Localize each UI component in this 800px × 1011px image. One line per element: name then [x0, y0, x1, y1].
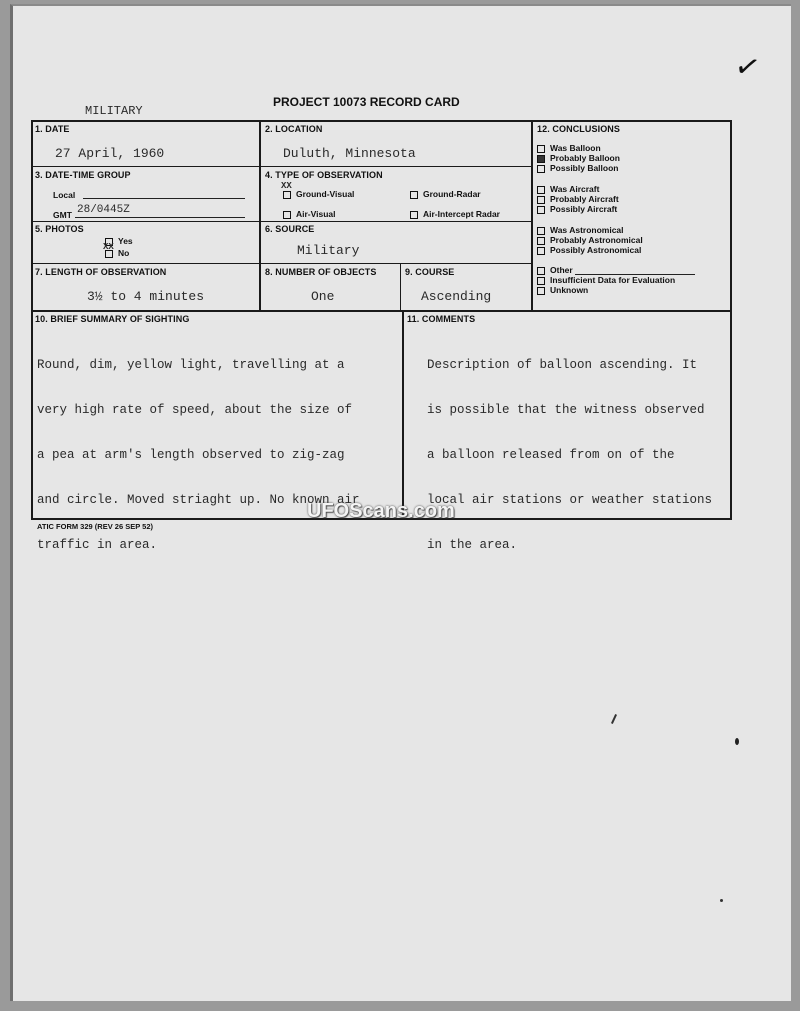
checkbox-icon	[283, 211, 291, 219]
location-value: Duluth, Minnesota	[283, 146, 416, 161]
checkbox-icon	[410, 211, 418, 219]
check-mark-icon: ✓	[731, 48, 764, 87]
summary-text	[37, 328, 360, 583]
check-x-mark: XX	[103, 242, 114, 252]
photos-label: 5. PHOTOS	[35, 224, 84, 234]
conclusions-group-aircraft	[537, 184, 619, 214]
watermark: UFOScans.com	[307, 500, 455, 522]
conclusion-possibly-balloon: Possibly Balloon	[537, 163, 620, 173]
length-label: 7. LENGTH OF OBSERVATION	[35, 267, 167, 277]
divider	[259, 120, 261, 310]
checkbox-icon	[537, 237, 545, 245]
summary-line: Round, dim, yellow light, travelling at a	[37, 358, 345, 372]
checkbox-icon	[283, 191, 291, 199]
comments-line: Description of balloon ascending. It	[427, 358, 698, 372]
source-value: Military	[297, 243, 360, 258]
conclusion-probably-astronomical: Probably Astronomical	[537, 235, 643, 245]
conclusion-was-astronomical: Was Astronomical	[537, 225, 643, 235]
divider	[402, 310, 404, 516]
summary-line: very high rate of speed, about the size of	[37, 403, 353, 417]
dtg-local-label: Local	[53, 190, 76, 200]
divider	[31, 310, 730, 312]
form-id: ATIC FORM 329 (REV 26 SEP 52)	[37, 522, 154, 531]
conclusion-possibly-aircraft: Possibly Aircraft	[537, 204, 619, 214]
conclusions-label: 12. CONCLUSIONS	[537, 124, 621, 134]
divider	[531, 120, 533, 310]
record-card-page	[10, 4, 791, 1001]
conclusion-other: Other	[537, 265, 695, 275]
checkbox-icon	[537, 247, 545, 255]
checkbox-icon	[537, 227, 545, 235]
comments-line: is possible that the witness observed	[427, 403, 705, 417]
date-label: 1. DATE	[35, 124, 70, 134]
summary-label: 10. BRIEF SUMMARY OF SIGHTING	[35, 314, 190, 324]
option-air-intercept-radar: Air-Intercept Radar	[410, 209, 500, 219]
checkbox-icon	[537, 145, 545, 153]
num-objects-label: 8. NUMBER OF OBJECTS	[265, 267, 377, 277]
option-ground-radar: Ground-Radar	[410, 189, 481, 199]
divider	[31, 221, 533, 222]
length-value: 3½ to 4 minutes	[87, 289, 205, 304]
comments-line: a balloon released from on of the	[427, 448, 675, 462]
location-label: 2. LOCATION	[265, 124, 323, 134]
option-photos-no: No	[105, 248, 129, 258]
dtg-gmt-value: 28/0445Z	[77, 204, 130, 216]
summary-line: a pea at arm's length observed to zig-zag	[37, 448, 345, 462]
checkbox-icon	[537, 165, 545, 173]
type-obs-label: 4. TYPE OF OBSERVATION	[265, 170, 383, 180]
dtg-label: 3. DATE-TIME GROUP	[35, 170, 131, 180]
course-label: 9. COURSE	[405, 267, 455, 277]
scan-speck	[720, 899, 723, 902]
divider	[31, 263, 533, 264]
scan-speck	[735, 738, 739, 745]
scan-speck	[611, 714, 617, 724]
conclusion-unknown: Unknown	[537, 285, 695, 295]
date-value: 27 April, 1960	[55, 146, 165, 161]
conclusions-group-other	[537, 265, 695, 295]
divider	[400, 263, 401, 310]
comments-line: local air stations or weather stations	[427, 493, 713, 507]
conclusion-insufficient-data: Insufficient Data for Evaluation	[537, 275, 695, 285]
summary-line: traffic in area.	[37, 538, 158, 552]
conclusion-was-balloon: Was Balloon	[537, 143, 620, 153]
conclusion-probably-balloon: Probably Balloon	[537, 153, 620, 163]
checkbox-icon	[537, 267, 545, 275]
divider	[31, 166, 533, 167]
category-stamp: MILITARY	[85, 104, 143, 118]
source-label: 6. SOURCE	[265, 224, 315, 234]
conclusions-group-balloon	[537, 143, 620, 173]
comments-line: in the area.	[427, 538, 518, 552]
conclusion-was-aircraft: Was Aircraft	[537, 184, 619, 194]
option-air-visual: Air-Visual	[283, 209, 336, 219]
card-title: PROJECT 10073 RECORD CARD	[273, 95, 460, 109]
course-value: Ascending	[421, 289, 492, 304]
dtg-gmt-label: GMT	[53, 210, 72, 220]
summary-line: and circle. Moved striaght up. No known air	[37, 493, 360, 507]
checkbox-icon	[410, 191, 418, 199]
checkbox-icon	[537, 206, 545, 214]
checkbox-icon	[537, 277, 545, 285]
option-photos-yes: Yes	[105, 236, 133, 246]
dtg-gmt-line	[75, 217, 245, 218]
num-objects-value: One	[311, 289, 335, 304]
comments-label: 11. COMMENTS	[407, 314, 476, 324]
option-ground-visual: Ground-Visual	[283, 189, 354, 199]
check-x-mark: XX	[281, 181, 292, 191]
dtg-local-line	[83, 198, 245, 199]
checkbox-icon	[537, 186, 545, 194]
conclusions-group-astronomical	[537, 225, 643, 255]
comments-text	[427, 328, 712, 583]
checkbox-icon	[537, 287, 545, 295]
checkbox-checked-icon	[537, 155, 545, 163]
checkbox-icon	[537, 196, 545, 204]
conclusion-probably-aircraft: Probably Aircraft	[537, 194, 619, 204]
conclusion-possibly-astronomical: Possibly Astronomical	[537, 245, 643, 255]
